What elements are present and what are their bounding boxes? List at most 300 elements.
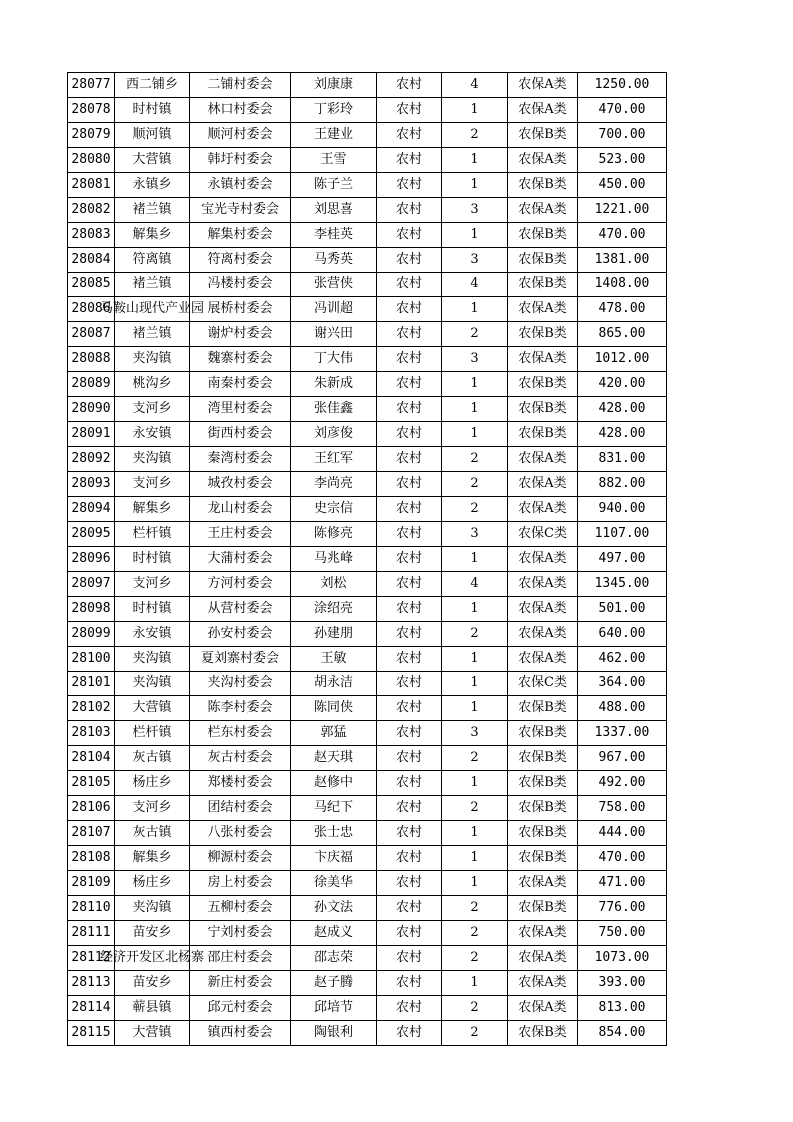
cell-village: 城孜村委会 — [190, 472, 291, 497]
cell-town: 永镇乡 — [115, 172, 190, 197]
cell-amount: 501.00 — [578, 596, 667, 621]
cell-amount: 882.00 — [578, 472, 667, 497]
cell-count: 1 — [442, 821, 508, 846]
cell-count: 2 — [442, 1020, 508, 1045]
cell-village: 韩圩村委会 — [190, 147, 291, 172]
cell-name: 胡永洁 — [291, 671, 377, 696]
table-row — [68, 472, 667, 497]
cell-category: 农保A类 — [508, 970, 578, 995]
records-table — [67, 72, 667, 1046]
cell-type: 农村 — [377, 397, 442, 422]
cell-name: 张佳鑫 — [291, 397, 377, 422]
cell-category: 农保A类 — [508, 496, 578, 521]
cell-name: 刘松 — [291, 571, 377, 596]
cell-type: 农村 — [377, 970, 442, 995]
cell-name: 赵子腾 — [291, 970, 377, 995]
cell-category: 农保C类 — [508, 521, 578, 546]
cell-name: 王敏 — [291, 646, 377, 671]
table-row — [68, 920, 667, 945]
table-row — [68, 322, 667, 347]
cell-town: 灰古镇 — [115, 821, 190, 846]
cell-amount: 1250.00 — [578, 73, 667, 98]
cell-count: 2 — [442, 322, 508, 347]
cell-village: 孙安村委会 — [190, 621, 291, 646]
cell-amount: 428.00 — [578, 422, 667, 447]
cell-name: 邵志荣 — [291, 945, 377, 970]
cell-town: 栏杆镇 — [115, 521, 190, 546]
cell-type: 农村 — [377, 521, 442, 546]
cell-village: 永镇村委会 — [190, 172, 291, 197]
cell-name: 邱培节 — [291, 995, 377, 1020]
cell-amount: 831.00 — [578, 447, 667, 472]
table-row — [68, 372, 667, 397]
cell-village: 邱元村委会 — [190, 995, 291, 1020]
cell-village: 冯楼村委会 — [190, 272, 291, 297]
cell-category: 农保B类 — [508, 272, 578, 297]
cell-count: 1 — [442, 846, 508, 871]
cell-type: 农村 — [377, 895, 442, 920]
cell-category: 农保A类 — [508, 73, 578, 98]
cell-town: 支河乡 — [115, 571, 190, 596]
cell-id: 28077 — [68, 73, 115, 98]
cell-town: 褚兰镇 — [115, 272, 190, 297]
table-row — [68, 422, 667, 447]
cell-name: 孙文法 — [291, 895, 377, 920]
cell-village: 房上村委会 — [190, 871, 291, 896]
cell-amount: 470.00 — [578, 97, 667, 122]
cell-town: 时村镇 — [115, 596, 190, 621]
cell-type: 农村 — [377, 546, 442, 571]
cell-village: 展桥村委会 — [190, 297, 291, 322]
cell-count: 2 — [442, 496, 508, 521]
cell-category: 农保B类 — [508, 895, 578, 920]
cell-count: 4 — [442, 73, 508, 98]
table-row — [68, 347, 667, 372]
cell-town: 夹沟镇 — [115, 447, 190, 472]
cell-village: 五柳村委会 — [190, 895, 291, 920]
cell-type: 农村 — [377, 122, 442, 147]
cell-village: 秦湾村委会 — [190, 447, 291, 472]
cell-amount: 1345.00 — [578, 571, 667, 596]
cell-category: 农保B类 — [508, 247, 578, 272]
cell-id: 28079 — [68, 122, 115, 147]
cell-amount: 1073.00 — [578, 945, 667, 970]
table-row — [68, 1020, 667, 1045]
cell-town: 顺河镇 — [115, 122, 190, 147]
cell-count: 2 — [442, 472, 508, 497]
cell-category: 农保A类 — [508, 945, 578, 970]
cell-type: 农村 — [377, 172, 442, 197]
table-row — [68, 496, 667, 521]
cell-amount: 364.00 — [578, 671, 667, 696]
cell-amount: 462.00 — [578, 646, 667, 671]
table-row — [68, 995, 667, 1020]
cell-id: 28096 — [68, 546, 115, 571]
cell-village: 大蒲村委会 — [190, 546, 291, 571]
cell-village: 八张村委会 — [190, 821, 291, 846]
cell-count: 4 — [442, 571, 508, 596]
cell-amount: 1408.00 — [578, 272, 667, 297]
cell-id: 28084 — [68, 247, 115, 272]
cell-category: 农保A类 — [508, 147, 578, 172]
cell-town: 杨庄乡 — [115, 871, 190, 896]
cell-id: 28111 — [68, 920, 115, 945]
cell-type: 农村 — [377, 322, 442, 347]
cell-town: 支河乡 — [115, 472, 190, 497]
cell-name: 赵天琪 — [291, 746, 377, 771]
cell-type: 农村 — [377, 746, 442, 771]
cell-village: 魏寨村委会 — [190, 347, 291, 372]
cell-category: 农保B类 — [508, 796, 578, 821]
table-row — [68, 447, 667, 472]
cell-town: 蕲县镇 — [115, 995, 190, 1020]
cell-count: 1 — [442, 871, 508, 896]
cell-town: 时村镇 — [115, 97, 190, 122]
cell-type: 农村 — [377, 671, 442, 696]
cell-type: 农村 — [377, 297, 442, 322]
cell-category: 农保B类 — [508, 172, 578, 197]
cell-id: 28103 — [68, 721, 115, 746]
table-row — [68, 970, 667, 995]
cell-amount: 488.00 — [578, 696, 667, 721]
cell-category: 农保A类 — [508, 97, 578, 122]
cell-id: 28081 — [68, 172, 115, 197]
cell-town: 解集乡 — [115, 846, 190, 871]
cell-id: 28080 — [68, 147, 115, 172]
cell-type: 农村 — [377, 995, 442, 1020]
cell-count: 1 — [442, 546, 508, 571]
cell-category: 农保A类 — [508, 995, 578, 1020]
cell-village: 从营村委会 — [190, 596, 291, 621]
cell-town: 大营镇 — [115, 147, 190, 172]
cell-name: 徐美华 — [291, 871, 377, 896]
cell-count: 2 — [442, 122, 508, 147]
cell-name: 丁大伟 — [291, 347, 377, 372]
table-row — [68, 895, 667, 920]
cell-id: 28101 — [68, 671, 115, 696]
cell-id: 28078 — [68, 97, 115, 122]
cell-amount: 450.00 — [578, 172, 667, 197]
cell-type: 农村 — [377, 721, 442, 746]
cell-count: 2 — [442, 621, 508, 646]
cell-count: 2 — [442, 895, 508, 920]
cell-id: 28089 — [68, 372, 115, 397]
cell-category: 农保B类 — [508, 322, 578, 347]
cell-category: 农保A类 — [508, 920, 578, 945]
table-body — [68, 73, 667, 1046]
cell-id: 28087 — [68, 322, 115, 347]
cell-name: 赵修中 — [291, 771, 377, 796]
cell-category: 农保B类 — [508, 222, 578, 247]
cell-type: 农村 — [377, 1020, 442, 1045]
cell-category: 农保A类 — [508, 546, 578, 571]
cell-count: 1 — [442, 147, 508, 172]
table-row — [68, 73, 667, 98]
cell-name: 刘彦俊 — [291, 422, 377, 447]
cell-town: 夹沟镇 — [115, 895, 190, 920]
cell-id: 28098 — [68, 596, 115, 621]
cell-category: 农保B类 — [508, 771, 578, 796]
cell-count: 2 — [442, 746, 508, 771]
cell-village: 栏东村委会 — [190, 721, 291, 746]
cell-name: 张士忠 — [291, 821, 377, 846]
cell-category: 农保A类 — [508, 871, 578, 896]
cell-id: 28114 — [68, 995, 115, 1020]
table-row — [68, 172, 667, 197]
cell-category: 农保B类 — [508, 696, 578, 721]
cell-count: 3 — [442, 721, 508, 746]
cell-town: 解集乡 — [115, 222, 190, 247]
table-row — [68, 122, 667, 147]
cell-name: 孙建朋 — [291, 621, 377, 646]
cell-amount: 1012.00 — [578, 347, 667, 372]
table-row — [68, 247, 667, 272]
cell-village: 湾里村委会 — [190, 397, 291, 422]
cell-type: 农村 — [377, 596, 442, 621]
cell-amount: 523.00 — [578, 147, 667, 172]
cell-type: 农村 — [377, 447, 442, 472]
cell-count: 2 — [442, 796, 508, 821]
cell-type: 农村 — [377, 97, 442, 122]
table-row — [68, 746, 667, 771]
table-row — [68, 646, 667, 671]
cell-category: 农保A类 — [508, 347, 578, 372]
table-row — [68, 771, 667, 796]
cell-type: 农村 — [377, 472, 442, 497]
cell-amount: 1381.00 — [578, 247, 667, 272]
cell-id: 28112 — [68, 945, 115, 970]
table-row — [68, 197, 667, 222]
cell-village: 柳源村委会 — [190, 846, 291, 871]
cell-village: 新庄村委会 — [190, 970, 291, 995]
cell-village: 街西村委会 — [190, 422, 291, 447]
cell-amount: 492.00 — [578, 771, 667, 796]
cell-id: 28088 — [68, 347, 115, 372]
cell-name: 马兆峰 — [291, 546, 377, 571]
cell-category: 农保A类 — [508, 472, 578, 497]
cell-name: 涂绍亮 — [291, 596, 377, 621]
cell-category: 农保B类 — [508, 397, 578, 422]
cell-amount: 470.00 — [578, 222, 667, 247]
cell-amount: 1107.00 — [578, 521, 667, 546]
cell-village: 夏刘寨村委会 — [190, 646, 291, 671]
cell-type: 农村 — [377, 771, 442, 796]
cell-town: 夹沟镇 — [115, 646, 190, 671]
cell-category: 农保A类 — [508, 571, 578, 596]
cell-type: 农村 — [377, 247, 442, 272]
cell-category: 农保A类 — [508, 646, 578, 671]
cell-type: 农村 — [377, 222, 442, 247]
cell-id: 28093 — [68, 472, 115, 497]
cell-village: 二铺村委会 — [190, 73, 291, 98]
cell-amount: 444.00 — [578, 821, 667, 846]
cell-town: 苗安乡 — [115, 970, 190, 995]
cell-type: 农村 — [377, 372, 442, 397]
cell-type: 农村 — [377, 496, 442, 521]
cell-name: 朱新成 — [291, 372, 377, 397]
cell-count: 3 — [442, 521, 508, 546]
table-row — [68, 222, 667, 247]
cell-type: 农村 — [377, 920, 442, 945]
cell-id: 28094 — [68, 496, 115, 521]
cell-count: 3 — [442, 197, 508, 222]
cell-village: 灰古村委会 — [190, 746, 291, 771]
cell-village: 顺河村委会 — [190, 122, 291, 147]
cell-town: 苗安乡 — [115, 920, 190, 945]
cell-name: 马秀英 — [291, 247, 377, 272]
cell-village: 符离村委会 — [190, 247, 291, 272]
cell-type: 农村 — [377, 821, 442, 846]
cell-town: 杨庄乡 — [115, 771, 190, 796]
cell-count: 1 — [442, 771, 508, 796]
cell-id: 28092 — [68, 447, 115, 472]
cell-name: 李尚亮 — [291, 472, 377, 497]
table-row — [68, 945, 667, 970]
cell-town: 褚兰镇 — [115, 322, 190, 347]
table-row — [68, 521, 667, 546]
cell-count: 1 — [442, 172, 508, 197]
cell-type: 农村 — [377, 147, 442, 172]
cell-category: 农保B类 — [508, 821, 578, 846]
cell-amount: 750.00 — [578, 920, 667, 945]
cell-village: 宁刘村委会 — [190, 920, 291, 945]
table-row — [68, 871, 667, 896]
table-row — [68, 821, 667, 846]
cell-category: 农保C类 — [508, 671, 578, 696]
cell-name: 王雪 — [291, 147, 377, 172]
table-row — [68, 397, 667, 422]
cell-amount: 813.00 — [578, 995, 667, 1020]
table-row — [68, 297, 667, 322]
cell-id: 28107 — [68, 821, 115, 846]
table-row — [68, 546, 667, 571]
table-row — [68, 796, 667, 821]
cell-town: 桃沟乡 — [115, 372, 190, 397]
cell-count: 1 — [442, 422, 508, 447]
cell-id: 28115 — [68, 1020, 115, 1045]
cell-type: 农村 — [377, 945, 442, 970]
cell-count: 1 — [442, 696, 508, 721]
cell-amount: 940.00 — [578, 496, 667, 521]
cell-town: 夹沟镇 — [115, 347, 190, 372]
cell-name: 陈修亮 — [291, 521, 377, 546]
cell-type: 农村 — [377, 871, 442, 896]
cell-amount: 478.00 — [578, 297, 667, 322]
table-row — [68, 596, 667, 621]
cell-category: 农保A类 — [508, 297, 578, 322]
cell-name: 马纪下 — [291, 796, 377, 821]
cell-id: 28086 — [68, 297, 115, 322]
table-row — [68, 846, 667, 871]
cell-count: 2 — [442, 945, 508, 970]
cell-id: 28099 — [68, 621, 115, 646]
cell-town: 支河乡 — [115, 796, 190, 821]
cell-count: 1 — [442, 970, 508, 995]
table-row — [68, 571, 667, 596]
cell-category: 农保B类 — [508, 846, 578, 871]
cell-amount: 967.00 — [578, 746, 667, 771]
cell-count: 2 — [442, 920, 508, 945]
cell-id: 28100 — [68, 646, 115, 671]
cell-amount: 471.00 — [578, 871, 667, 896]
cell-town: 解集乡 — [115, 496, 190, 521]
cell-village: 邵庄村委会 — [190, 945, 291, 970]
cell-type: 农村 — [377, 846, 442, 871]
cell-name: 陈子兰 — [291, 172, 377, 197]
cell-name: 刘思喜 — [291, 197, 377, 222]
cell-town: 西二铺乡 — [115, 73, 190, 98]
table-row — [68, 671, 667, 696]
cell-town: 永安镇 — [115, 621, 190, 646]
cell-type: 农村 — [377, 646, 442, 671]
cell-village: 镇西村委会 — [190, 1020, 291, 1045]
cell-amount: 758.00 — [578, 796, 667, 821]
cell-town: 栏杆镇 — [115, 721, 190, 746]
cell-category: 农保A类 — [508, 197, 578, 222]
cell-type: 农村 — [377, 347, 442, 372]
table-row — [68, 97, 667, 122]
cell-town: 夹沟镇 — [115, 671, 190, 696]
cell-town: 支河乡 — [115, 397, 190, 422]
cell-type: 农村 — [377, 197, 442, 222]
cell-count: 1 — [442, 97, 508, 122]
cell-type: 农村 — [377, 571, 442, 596]
cell-id: 28109 — [68, 871, 115, 896]
cell-id: 28097 — [68, 571, 115, 596]
cell-amount: 640.00 — [578, 621, 667, 646]
table-row — [68, 721, 667, 746]
cell-town: 大营镇 — [115, 1020, 190, 1045]
cell-village: 团结村委会 — [190, 796, 291, 821]
cell-name: 卞庆福 — [291, 846, 377, 871]
cell-count: 1 — [442, 646, 508, 671]
cell-id: 28090 — [68, 397, 115, 422]
table-row — [68, 147, 667, 172]
table-row — [68, 621, 667, 646]
cell-type: 农村 — [377, 422, 442, 447]
cell-count: 4 — [442, 272, 508, 297]
cell-village: 郑楼村委会 — [190, 771, 291, 796]
cell-category: 农保A类 — [508, 447, 578, 472]
cell-name: 赵成义 — [291, 920, 377, 945]
cell-category: 农保B类 — [508, 422, 578, 447]
cell-count: 2 — [442, 447, 508, 472]
cell-count: 1 — [442, 671, 508, 696]
cell-amount: 1337.00 — [578, 721, 667, 746]
cell-id: 28108 — [68, 846, 115, 871]
cell-id: 28102 — [68, 696, 115, 721]
cell-count: 3 — [442, 247, 508, 272]
cell-type: 农村 — [377, 621, 442, 646]
cell-amount: 420.00 — [578, 372, 667, 397]
cell-village: 方河村委会 — [190, 571, 291, 596]
cell-id: 28106 — [68, 796, 115, 821]
cell-village: 解集村委会 — [190, 222, 291, 247]
cell-type: 农村 — [377, 696, 442, 721]
cell-amount: 854.00 — [578, 1020, 667, 1045]
cell-name: 李桂英 — [291, 222, 377, 247]
cell-village: 夹沟村委会 — [190, 671, 291, 696]
cell-category: 农保B类 — [508, 1020, 578, 1045]
cell-name: 张营侠 — [291, 272, 377, 297]
cell-town: 符离镇 — [115, 247, 190, 272]
cell-id: 28110 — [68, 895, 115, 920]
cell-category: 农保B类 — [508, 372, 578, 397]
cell-id: 28104 — [68, 746, 115, 771]
cell-village: 南秦村委会 — [190, 372, 291, 397]
table-row — [68, 272, 667, 297]
cell-count: 3 — [442, 347, 508, 372]
